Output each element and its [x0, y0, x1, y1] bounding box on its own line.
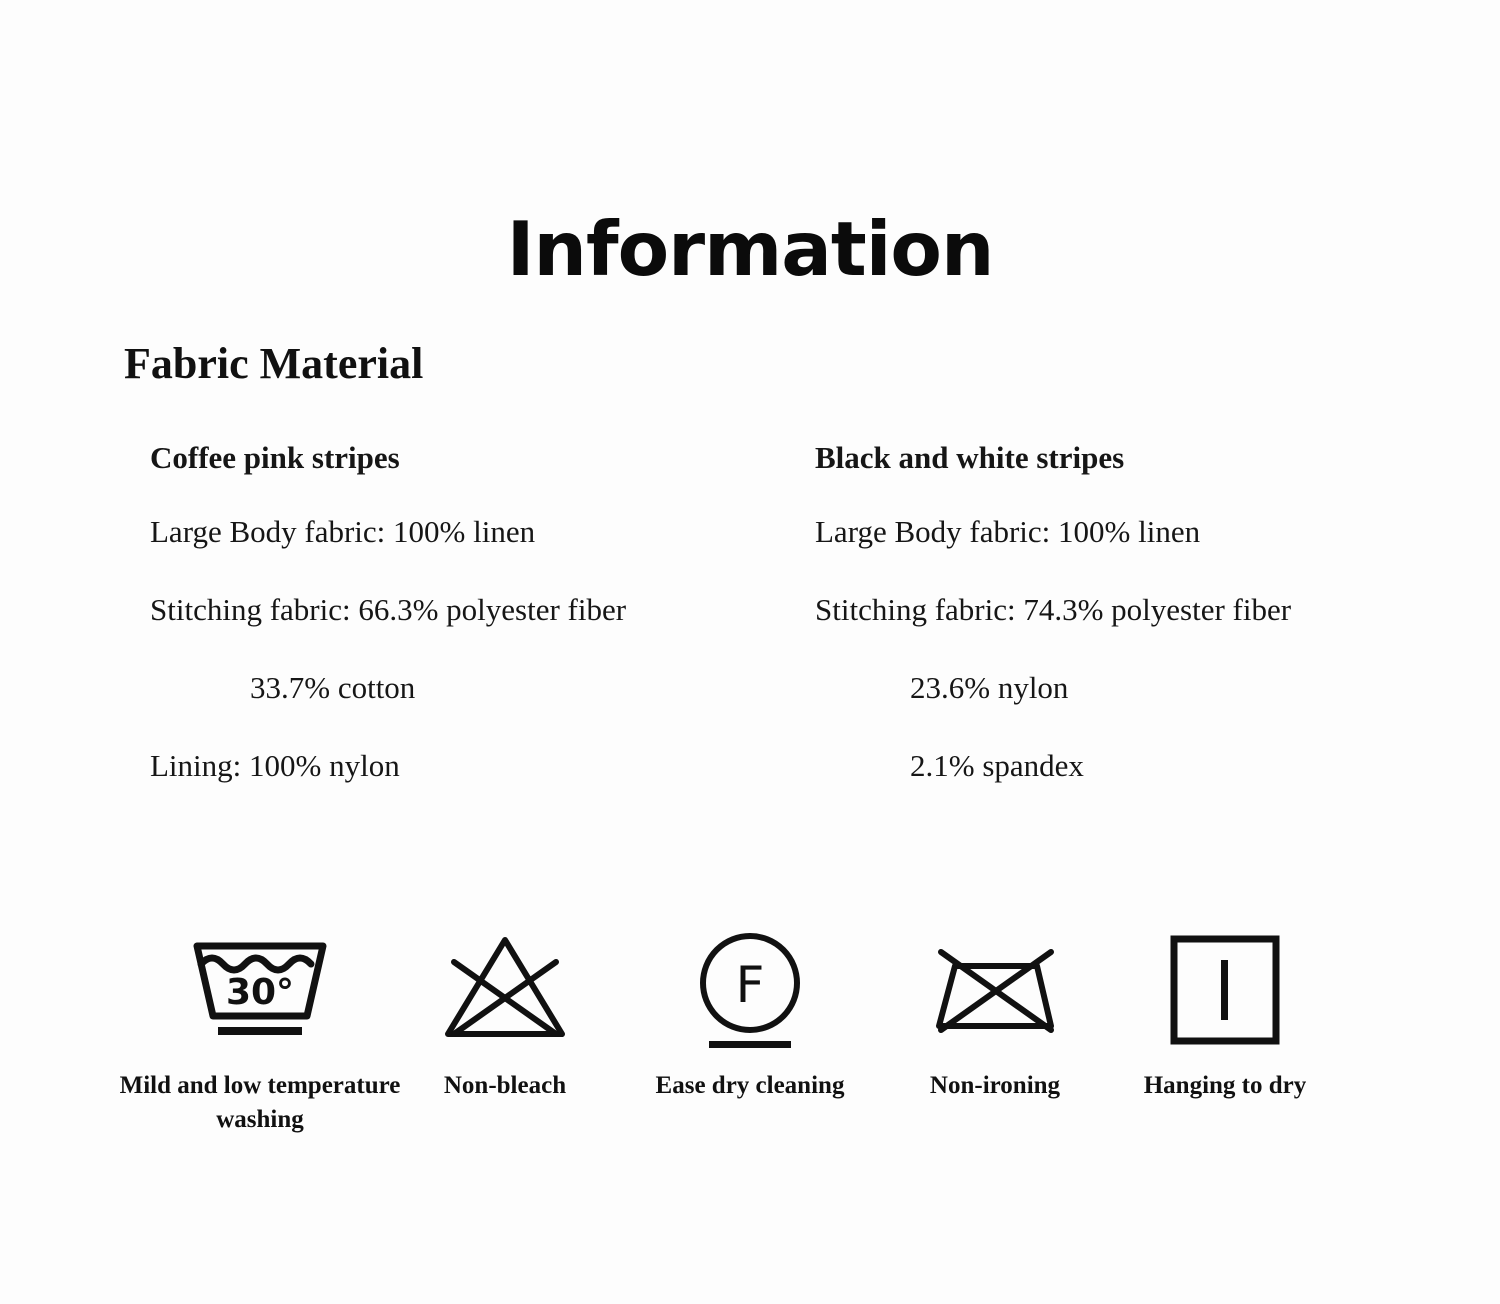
svg-text:F: F	[735, 955, 765, 1014]
wash-30-degrees-icon	[180, 925, 340, 1055]
care-symbol-dry-clean	[655, 925, 845, 1103]
dry-clean-f-icon	[670, 925, 830, 1055]
care-symbols-row	[0, 925, 1500, 1137]
fabric-left-line-1: Large Body fabric: 100% linen	[150, 514, 536, 549]
fabric-left-title: Coffee pink stripes	[150, 440, 400, 475]
fabric-right-line-2: Stitching fabric: 74.3% polyester fiber	[815, 592, 1292, 627]
fabric-left-line-3: 33.7% cotton	[250, 670, 416, 705]
hang-to-dry-icon	[1145, 925, 1305, 1055]
fabric-right-line-3: 23.6% nylon	[910, 670, 1069, 705]
care-symbol-iron-label: Non-ironing	[929, 1072, 1061, 1099]
fabric-material-columns	[0, 440, 1500, 826]
fabric-right-line-1: Large Body fabric: 100% linen	[815, 514, 1201, 549]
do-not-iron-icon	[915, 925, 1075, 1055]
fabric-left-line-2: Stitching fabric: 66.3% polyester fiber	[150, 592, 627, 627]
section-heading-fabric-material: Fabric Material	[124, 339, 424, 388]
page-title: Information	[506, 205, 994, 293]
fabric-right-title: Black and white stripes	[815, 440, 1125, 475]
do-not-bleach-icon	[425, 925, 585, 1055]
fabric-column-right	[660, 440, 1500, 826]
care-symbol-hang-dry-label: Hanging to dry	[1143, 1072, 1307, 1099]
svg-text:30°: 30°	[225, 972, 295, 1013]
care-symbol-wash	[119, 925, 401, 1137]
fabric-left-line-4: Lining: 100% nylon	[150, 748, 400, 783]
care-symbol-bleach-label: Non-bleach	[443, 1072, 567, 1099]
care-symbol-hang-dry	[1145, 925, 1305, 1103]
fabric-column-left	[0, 440, 660, 826]
care-symbol-bleach	[425, 925, 585, 1103]
care-symbol-iron	[915, 925, 1075, 1103]
care-symbol-dry-clean-label: Ease dry cleaning	[655, 1072, 845, 1099]
fabric-right-line-4: 2.1% spandex	[910, 748, 1084, 783]
care-symbol-wash-label: Mild and low temperature washing	[119, 1072, 401, 1133]
